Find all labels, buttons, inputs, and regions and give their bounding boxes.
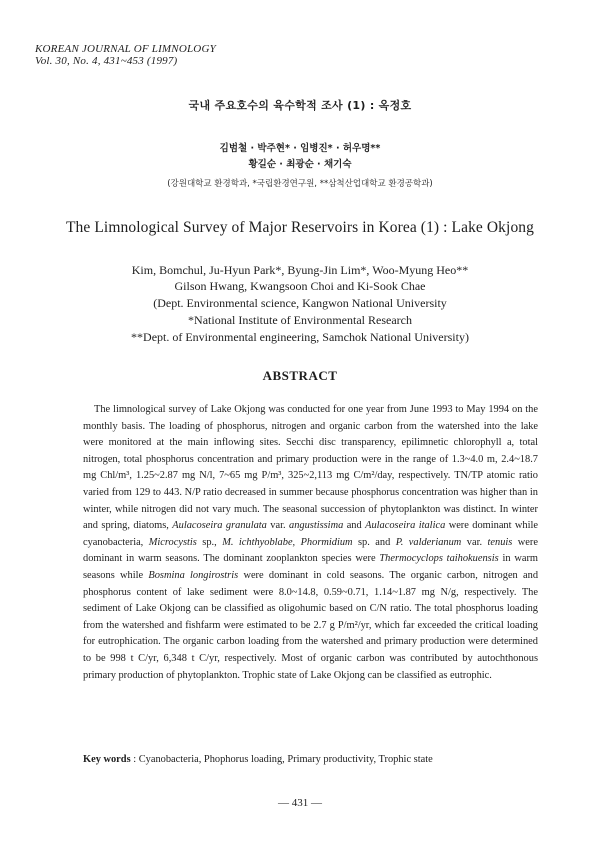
korean-affiliation: (강원대학교 환경학과, *국립환경연구원, **삼척산업대학교 환경공학과)	[167, 179, 433, 189]
affiliation-1: (Dept. Environmental science, Kangwon National University	[153, 296, 447, 310]
journal-header	[35, 43, 216, 67]
journal-citation: Vol. 30, No. 4, 431~453 (1997)	[35, 55, 178, 67]
english-title: The Limnological Survey of Major Reservoirs in Korea (1) : Lake Okjong	[65, 219, 534, 236]
english-authors-line2: Gilson Hwang, Kwangsoon Choi and Ki-Sook Chae	[174, 279, 426, 293]
journal-name: KOREAN JOURNAL OF LIMNOLOGY	[35, 43, 216, 55]
affiliation-2: *National Institute of Environmental Research	[188, 313, 412, 327]
affiliation-3: **Dept. of Environmental engineering, Samchok National University)	[131, 330, 469, 344]
korean-title: 국내 주요호수의 육수학적 조사 (1) : 옥정호	[188, 99, 412, 112]
keywords-label: Key words	[83, 754, 131, 765]
page-number: — 431 —	[278, 797, 322, 809]
abstract-heading: ABSTRACT	[262, 368, 338, 383]
korean-authors-line1: 김범철 · 박주현* · 임병진* · 허우명**	[219, 143, 381, 154]
abstract-body: The limnological survey of Lake Okjong was conducted for one year from June 1993 to May 1994 on the monthly basis. The loading of phosphorus, nitrogen and organic carbon from the watershed into the lake were monitored at the main inflowing sites. Secchi disc transparency, epilimnetic chlorophyll a, total nitrogen, total phosphorus concentration and primary production were in the range of 1.3~4.0 m, 2.4~18.7 mg Chl/m³, 1.25~2.87 mg N/l, 7~65 mg P/m³, 325~2,113 mg C/m²/day, respectively. TN/TP atomic ratio varied from 129 to 443. N/P ratio decreased in summer because phosphorus concentration was higher than in winter, while nitrogen did not vary much. The seasonal succession of phytoplankton was distinct. In winter and spring, diatoms, Aulacoseira granulata var. angustissima and Aulacoseira italica were dominant while cyanobacteria, Microcystis sp., M. ichthyoblabe, Phormidium sp. and P. valderianum var. tenuis were dominant in warm seasons. The dominant zooplankton species were Thermocyclops taihokuensis in warm seasons while Bosmina longirostris were dominant in cold seasons. The organic carbon, nitrogen and phosphorus content of lake sediment were 8.0~14.8, 0.59~0.71, 1.14~1.87 mg N/g, respectively. The sediment of Lake Okjong can be classified as oligohumic based on C/N ratio. The total phosphorus loading from the watershed and fishfarm were estimated to be 2.7 g P/m²/yr, which far exceeded the critical loading for eutrophication. The organic carbon loading from the watershed and primary production were determined to be 998 t C/yr, 6,348 t C/yr, respectively. Most of organic carbon was contributed by autochthonous primary production of phytoplankton. Trophic state of Lake Okjong can be classified as eutrophic.	[83, 404, 539, 681]
korean-authors-line2: 황길순 · 최광순 · 채기숙	[248, 159, 352, 170]
keywords-text: : Cyanobacteria, Phophorus loading, Primary productivity, Trophic state	[133, 754, 433, 765]
keywords	[83, 754, 538, 765]
english-authors-line1: Kim, Bomchul, Ju-Hyun Park*, Byung-Jin Lim*, Woo-Myung Heo**	[131, 263, 469, 277]
